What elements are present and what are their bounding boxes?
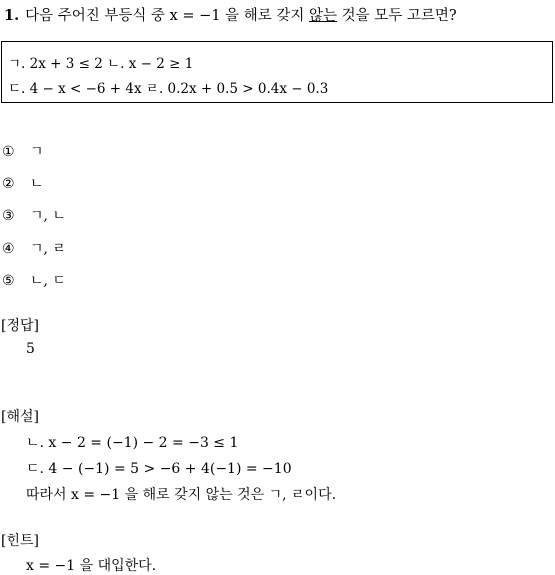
- question-number: 1.: [4, 7, 20, 24]
- choice-5-mark: ⑤: [2, 273, 15, 289]
- choice-3[interactable]: [2, 205, 66, 225]
- choice-3-text: ㄱ, ㄴ: [30, 208, 66, 224]
- explanation-line-2: ㄷ. 4 − (−1) = 5 > −6 + 4(−1) = −10: [26, 461, 292, 477]
- question-title: [4, 4, 457, 25]
- choice-2[interactable]: [2, 173, 44, 193]
- answer-label: [정답]: [1, 318, 39, 334]
- choice-3-mark: ③: [2, 208, 15, 224]
- question-text-before: 다음 주어진 부등식 중 x = −1 을 해로 갖지: [25, 8, 310, 24]
- question-underlined-word: 않는: [309, 8, 338, 24]
- choice-2-mark: ②: [2, 176, 15, 192]
- hint-label: [힌트]: [1, 533, 39, 549]
- explanation-line-1: ㄴ. x − 2 = (−1) − 2 = −3 ≤ 1: [26, 435, 239, 451]
- hint-line-1: x = −1 을 대입한다.: [26, 558, 157, 574]
- choice-4-text: ㄱ, ㄹ: [30, 241, 66, 257]
- box-line-1: ㄱ. 2x + 3 ≤ 2 ㄴ. x − 2 ≥ 1: [8, 56, 194, 72]
- answer-value: 5: [26, 341, 35, 357]
- choice-4[interactable]: [2, 238, 66, 258]
- choice-1[interactable]: [2, 141, 44, 161]
- choice-2-text: ㄴ: [30, 176, 44, 192]
- choice-1-text: ㄱ: [30, 144, 44, 160]
- choice-5[interactable]: [2, 270, 66, 290]
- choice-5-text: ㄴ, ㄷ: [30, 273, 66, 289]
- choice-4-mark: ④: [2, 241, 15, 257]
- choice-1-mark: ①: [2, 144, 15, 160]
- explanation-line-3: 따라서 x = −1 을 해로 갖지 않는 것은 ㄱ, ㄹ이다.: [26, 487, 337, 503]
- box-line-2: ㄷ. 4 − x < −6 + 4x ㄹ. 0.2x + 0.5 > 0.4x − 0.3: [8, 81, 329, 97]
- question-text-after: 것을 모두 고르면?: [337, 8, 457, 24]
- explanation-label: [해설]: [1, 409, 39, 425]
